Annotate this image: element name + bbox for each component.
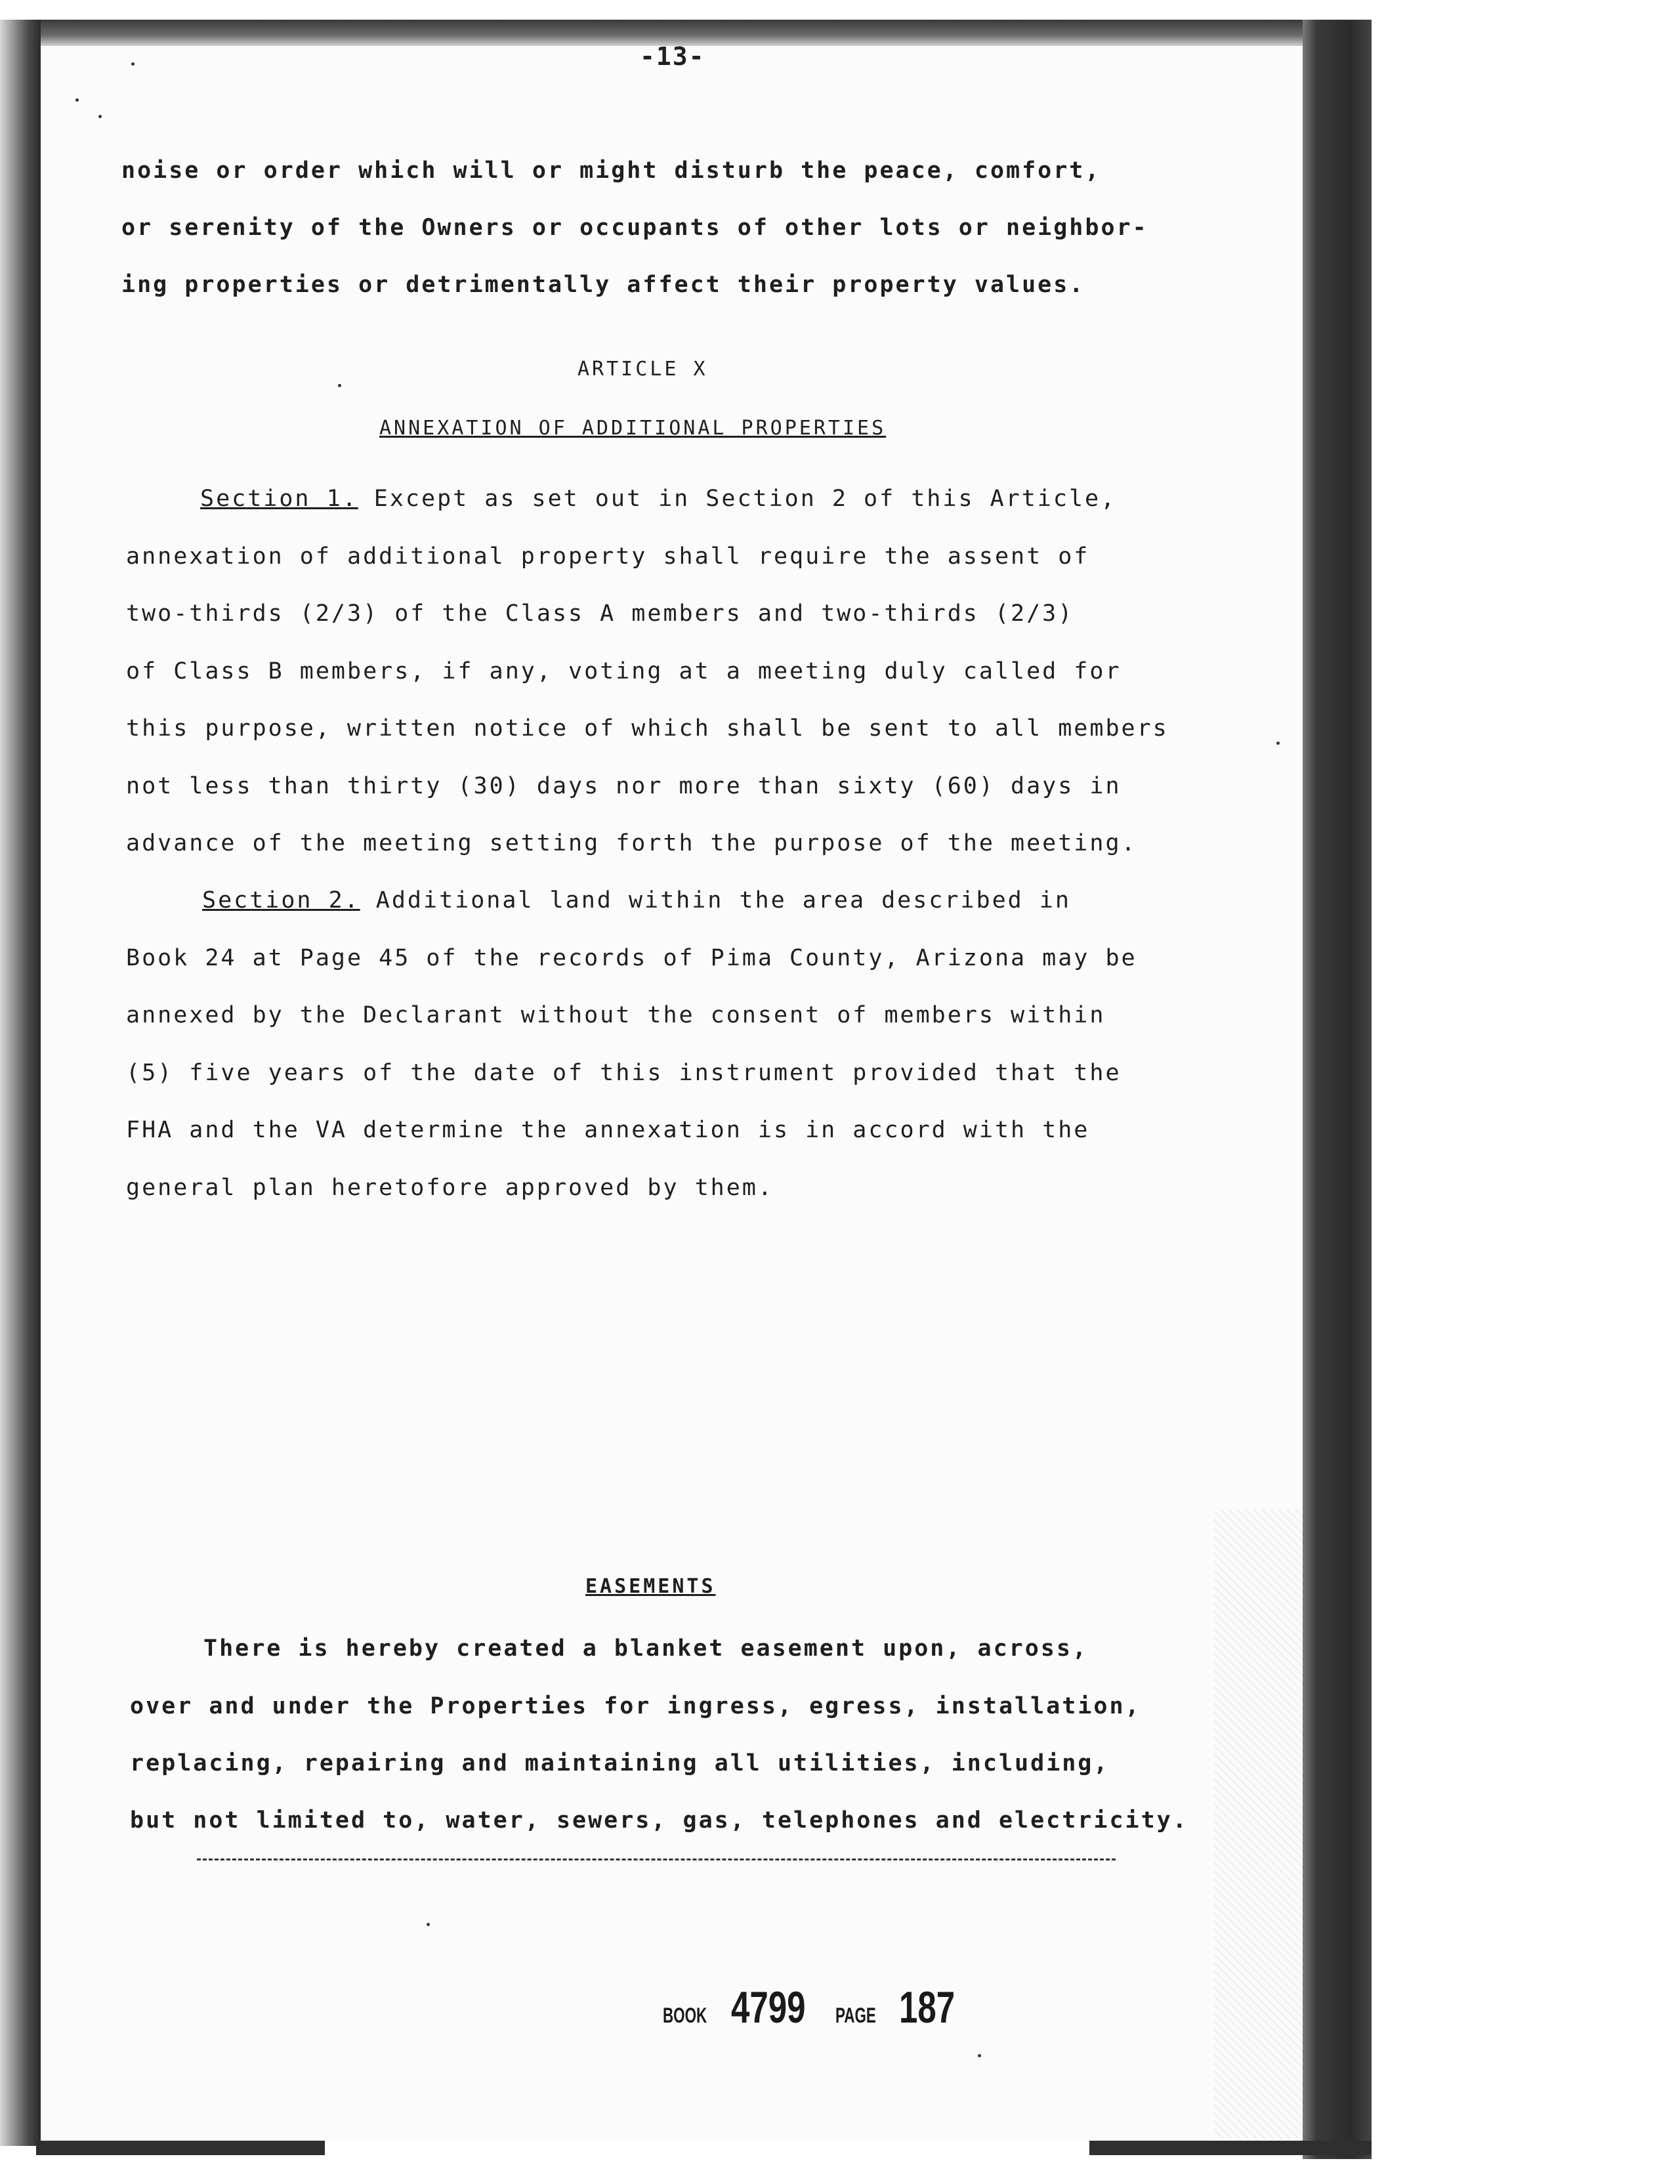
- section1-first-line-text: Except as set out in Section 2 of this Article,: [358, 486, 1117, 512]
- scan-border-bottom-left: [36, 2141, 325, 2155]
- scan-border-left: [0, 20, 41, 2146]
- book-page-stamp: [663, 1982, 973, 2033]
- section2-first-line: [202, 887, 1071, 914]
- scan-speck: [75, 98, 79, 102]
- scan-border-right: [1303, 20, 1372, 2159]
- book-number: 4799: [731, 1983, 806, 2032]
- section1-line: advance of the meeting setting forth the purpose of the meeting.: [126, 830, 1137, 856]
- section1-line: of Class B members, if any, voting at a meeting duly called for: [126, 658, 1122, 684]
- scan-speck: [98, 115, 102, 118]
- section1-first-line: [200, 486, 1116, 512]
- section1-line: this purpose, written notice of which shall be sent to all members: [126, 715, 1169, 742]
- scan-speck: [1276, 742, 1280, 745]
- scan-speck: [131, 62, 135, 66]
- scan-noise: [1214, 1509, 1306, 2139]
- page-number-stamp: 187: [898, 1983, 955, 2032]
- section2-line: general plan heretofore approved by them.: [126, 1175, 774, 1201]
- intro-line: noise or order which will or might disturb the peace, comfort,: [121, 158, 1101, 184]
- section2-label: Section 2.: [202, 887, 360, 914]
- article-title: ANNEXATION OF ADDITIONAL PROPERTIES: [379, 417, 887, 440]
- scan-border-bottom-right: [1089, 2141, 1372, 2155]
- section2-first-line-text: Additional land within the area described in: [360, 887, 1071, 914]
- scan-speck: [978, 2054, 981, 2057]
- section1-line: annexation of additional property shall require the assent of: [126, 543, 1090, 570]
- book-label: BOOK: [663, 2004, 707, 2027]
- easements-line: over and under the Properties for ingress, egress, installation,: [130, 1693, 1141, 1719]
- intro-line: or serenity of the Owners or occupants of other lots or neighbor-: [121, 215, 1148, 241]
- intro-line: ing properties or detrimentally affect their property values.: [121, 272, 1085, 298]
- section2-line: (5) five years of the date of this instrument provided that the: [126, 1060, 1122, 1086]
- page-label: PAGE: [835, 2004, 877, 2027]
- easements-line: but not limited to, water, sewers, gas, telephones and electricity.: [130, 1807, 1188, 1834]
- section2-line: Book 24 at Page 45 of the records of Pima County, Arizona may be: [126, 945, 1137, 971]
- easements-line: replacing, repairing and maintaining all utilities, including,: [130, 1750, 1110, 1776]
- section2-line: FHA and the VA determine the annexation is in accord with the: [126, 1117, 1090, 1143]
- scan-speck: [338, 384, 341, 387]
- section1-line: two-thirds (2/3) of the Class A members and two-thirds (2/3): [126, 600, 1074, 627]
- page-number: -13-: [640, 42, 705, 71]
- section2-line: annexed by the Declarant without the consent of members within: [126, 1002, 1106, 1028]
- easements-heading: EASEMENTS: [585, 1575, 716, 1598]
- article-number: ARTICLE X: [578, 358, 708, 381]
- dashed-rule: [197, 1858, 1116, 1860]
- section1-label: Section 1.: [200, 486, 358, 512]
- scan-speck: [427, 1923, 430, 1926]
- easements-line: There is hereby created a blanket easement upon, across,: [203, 1635, 1089, 1662]
- section1-line: not less than thirty (30) days nor more than sixty (60) days in: [126, 773, 1122, 799]
